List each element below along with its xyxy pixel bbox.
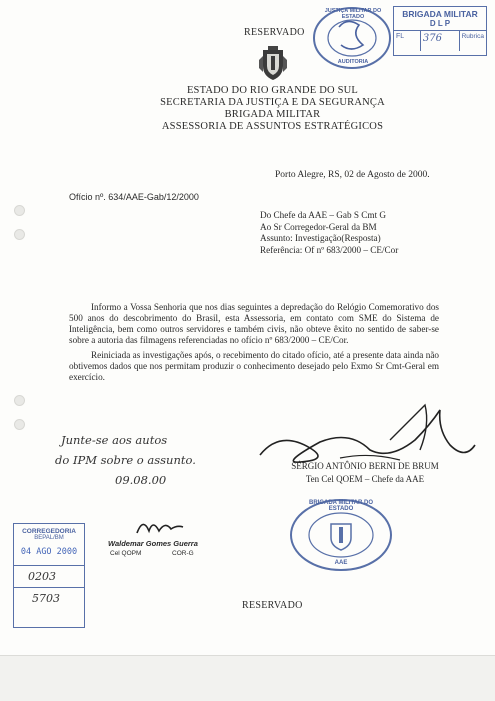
coat-of-arms-emblem — [257, 46, 289, 82]
signer-name: SÉRGIO ANTÔNIO BERNI DE BRUM — [291, 461, 439, 471]
second-signature-scribble — [135, 515, 185, 539]
justice-stamp-sub: AUDITORIA — [337, 59, 369, 65]
punch-hole — [14, 395, 25, 406]
corregedoria-stamp — [13, 523, 85, 628]
dlp-stamp — [393, 6, 487, 56]
place-date: Porto Alegre, RS, 02 de Agosto de 2000. — [275, 170, 430, 180]
justice-stamp-ring-text: JUSTIÇA MILITAR DO ESTADO — [324, 8, 382, 20]
handwritten-note — [55, 430, 196, 490]
header-block — [150, 85, 395, 133]
classification-bottom: RESERVADO — [242, 600, 303, 611]
handwritten-date: 09.08.00 — [115, 473, 167, 487]
brigade-stamp-sub: AAE — [334, 560, 348, 566]
to-line: Ao Sr Corregedor-Geral da BM — [260, 221, 377, 232]
punch-hole — [14, 229, 25, 240]
corregedoria-line2: BEPAL/BM — [34, 535, 64, 541]
body-paragraph-2: Reiniciada as investigações após, o recebimento do citado ofício, até a presente data ainda não obtivemos dados que nos permitam produzir o conhecimento desejado pelo Exmo Sr Cmt-Geral em exercício. — [69, 350, 439, 382]
handwritten-note-line2: do IPM sobre o assunto. — [55, 453, 196, 467]
handwritten-note-line1: Junte-se aos autos — [61, 433, 168, 447]
corregedoria-date: 04 AGO 2000 — [20, 547, 78, 557]
body-paragraph-1: Informo a Vossa Senhoria que nos dias seguintes a depredação do Relógio Comemorativo dos 500 anos do descobrimento do Brasil, esta Assessoria, em contato com SME do Sistema de Inteligência, bem como outros servidores e também civis, não obteve êxito no sentido de saber-se sobre a autoria das filmagens referenciadas no ofício nº 683/2000 – CE/Cor. — [69, 302, 439, 345]
signer-block — [265, 460, 465, 486]
scan-edge — [0, 655, 495, 701]
header-secretariat: SECRETARIA DA JUSTIÇA E DA SEGURANÇA — [160, 97, 385, 108]
brigade-round-stamp — [287, 496, 395, 574]
corregedoria-line1: CORREGEDORIA — [22, 528, 76, 535]
second-signer-unit: COR-G — [172, 550, 194, 557]
brigade-stamp-ring-text: BRIGADA MILITAR DO ESTADO — [309, 500, 373, 512]
oficio-number: Ofício nº. 634/AAE-Gab/12/2000 — [69, 192, 199, 202]
justice-round-stamp — [311, 5, 393, 71]
reference-line: Referência: Of nº 683/2000 – CE/Cor — [260, 244, 399, 255]
header-office: ASSESSORIA DE ASSUNTOS ESTRATÉGICOS — [161, 121, 384, 132]
punch-hole — [14, 205, 25, 216]
second-signer-rank: Cel QOPM — [110, 550, 142, 557]
corregedoria-number-2: 5703 — [32, 592, 60, 605]
from-line: Do Chefe da AAE – Gab S Cmt G — [260, 210, 387, 220]
punch-hole — [14, 419, 25, 430]
header-brigade: BRIGADA MILITAR — [224, 109, 321, 120]
dlp-stamp-fl: FL — [394, 31, 421, 51]
address-block — [260, 210, 398, 256]
signer-title: Ten Cel QOEM – Chefe da AAE — [305, 474, 425, 484]
corregedoria-number-1: 0203 — [28, 570, 56, 583]
dlp-stamp-number: 376 — [421, 31, 460, 51]
second-signer-name: Waldemar Gomes Guerra — [108, 539, 198, 548]
header-state: ESTADO DO RIO GRANDE DO SUL — [186, 85, 359, 96]
dlp-stamp-rubrica: Rubrica — [461, 33, 484, 40]
dlp-stamp-line1: BRIGADA MILITAR — [402, 9, 478, 19]
dlp-stamp-line2: D L P — [429, 19, 451, 28]
subject-line: Assunto: Investigação(Resposta) — [260, 233, 381, 243]
classification-top: RESERVADO — [244, 27, 305, 38]
